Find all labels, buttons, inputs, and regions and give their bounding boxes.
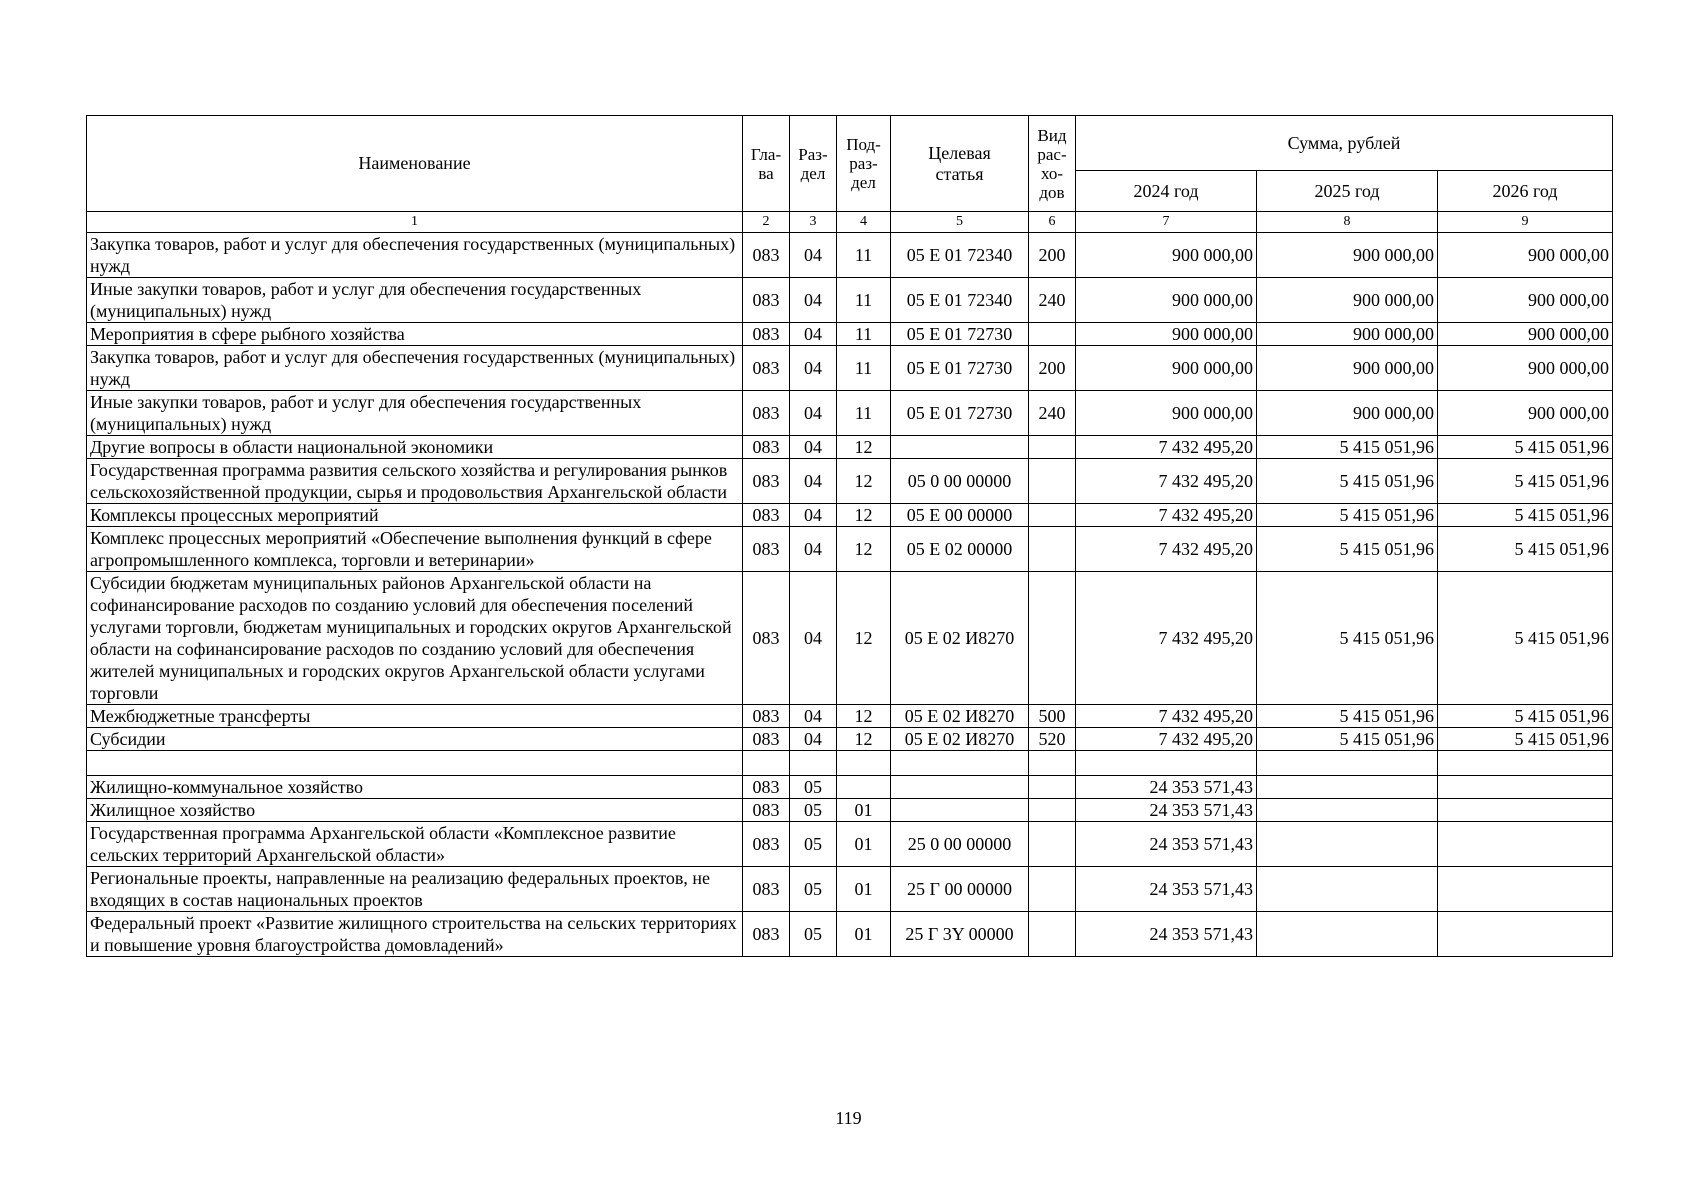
row-amount-2024: 900 000,00 bbox=[1076, 346, 1257, 391]
row-amount-2025 bbox=[1257, 799, 1438, 822]
row-amount-2024: 7 432 495,20 bbox=[1076, 728, 1257, 751]
header-razdel: Раз- дел bbox=[790, 116, 837, 212]
table-row bbox=[87, 323, 1613, 346]
row-glava: 083 bbox=[743, 799, 790, 822]
row-amount-2024 bbox=[1076, 751, 1257, 776]
row-amount-2026: 900 000,00 bbox=[1438, 323, 1613, 346]
row-amount-2026: 5 415 051,96 bbox=[1438, 728, 1613, 751]
row-razdel: 04 bbox=[790, 728, 837, 751]
table-row bbox=[87, 527, 1613, 572]
row-amount-2024: 900 000,00 bbox=[1076, 278, 1257, 323]
row-razdel: 04 bbox=[790, 527, 837, 572]
row-name: Иные закупки товаров, работ и услуг для обеспечения государственных (муниципальных) нужд bbox=[87, 391, 743, 436]
row-amount-2024: 900 000,00 bbox=[1076, 323, 1257, 346]
row-amount-2025: 5 415 051,96 bbox=[1257, 504, 1438, 527]
row-amount-2024: 7 432 495,20 bbox=[1076, 705, 1257, 728]
row-glava: 083 bbox=[743, 346, 790, 391]
row-razdel: 04 bbox=[790, 391, 837, 436]
row-amount-2026 bbox=[1438, 867, 1613, 912]
row-article: 05 Е 01 72340 bbox=[891, 233, 1029, 278]
table-body bbox=[87, 233, 1613, 957]
row-glava bbox=[743, 751, 790, 776]
row-amount-2026: 5 415 051,96 bbox=[1438, 504, 1613, 527]
table-row bbox=[87, 459, 1613, 504]
row-name: Мероприятия в сфере рыбного хозяйства bbox=[87, 323, 743, 346]
row-article: 25 Г 00 00000 bbox=[891, 867, 1029, 912]
row-podrazdel: 12 bbox=[837, 527, 891, 572]
header-year-2024: 2024 год bbox=[1076, 171, 1257, 212]
row-razdel: 04 bbox=[790, 323, 837, 346]
table-row bbox=[87, 912, 1613, 957]
row-glava: 083 bbox=[743, 233, 790, 278]
row-amount-2024: 24 353 571,43 bbox=[1076, 867, 1257, 912]
row-name bbox=[87, 751, 743, 776]
row-razdel: 04 bbox=[790, 504, 837, 527]
row-vid bbox=[1029, 751, 1076, 776]
page-number: 119 bbox=[835, 1108, 862, 1128]
row-name: Субсидии бюджетам муниципальных районов Архангельской области на софинансирование расходов по созданию условий для обеспечения поселений услугами торговли, бюджетам муниципальных и городских округов Архангельской области на софинансирование расходов по созданию условий для обеспечения жителей муниципальных и городских округов Архангельской области услугами торговли bbox=[87, 572, 743, 705]
row-name: Комплексы процессных мероприятий bbox=[87, 504, 743, 527]
table-row bbox=[87, 233, 1613, 278]
table-row bbox=[87, 776, 1613, 799]
row-amount-2025: 5 415 051,96 bbox=[1257, 436, 1438, 459]
row-razdel: 05 bbox=[790, 912, 837, 957]
row-name: Государственная программа развития сельского хозяйства и регулирования рынков сельскохозяйственной продукции, сырья и продовольствия Архангельской области bbox=[87, 459, 743, 504]
row-razdel: 04 bbox=[790, 436, 837, 459]
row-podrazdel: 11 bbox=[837, 346, 891, 391]
row-article: 25 Г 3Y 00000 bbox=[891, 912, 1029, 957]
row-razdel: 05 bbox=[790, 776, 837, 799]
row-amount-2024: 24 353 571,43 bbox=[1076, 912, 1257, 957]
row-name: Субсидии bbox=[87, 728, 743, 751]
row-amount-2024: 900 000,00 bbox=[1076, 233, 1257, 278]
row-amount-2026 bbox=[1438, 912, 1613, 957]
column-number: 2 bbox=[743, 212, 790, 233]
row-amount-2026: 900 000,00 bbox=[1438, 233, 1613, 278]
row-vid: 240 bbox=[1029, 278, 1076, 323]
row-amount-2024: 7 432 495,20 bbox=[1076, 527, 1257, 572]
row-vid bbox=[1029, 527, 1076, 572]
row-amount-2025: 5 415 051,96 bbox=[1257, 527, 1438, 572]
row-vid bbox=[1029, 323, 1076, 346]
row-razdel: 05 bbox=[790, 867, 837, 912]
row-amount-2025: 5 415 051,96 bbox=[1257, 728, 1438, 751]
table-row bbox=[87, 799, 1613, 822]
column-number: 3 bbox=[790, 212, 837, 233]
row-glava: 083 bbox=[743, 728, 790, 751]
row-glava: 083 bbox=[743, 572, 790, 705]
row-amount-2026: 5 415 051,96 bbox=[1438, 436, 1613, 459]
row-article bbox=[891, 436, 1029, 459]
row-article: 05 Е 02 00000 bbox=[891, 527, 1029, 572]
row-article bbox=[891, 751, 1029, 776]
row-vid: 520 bbox=[1029, 728, 1076, 751]
row-amount-2024: 24 353 571,43 bbox=[1076, 799, 1257, 822]
row-name: Федеральный проект «Развитие жилищного строительства на сельских территориях и повышение уровня благоустройства домовладений» bbox=[87, 912, 743, 957]
row-razdel: 05 bbox=[790, 822, 837, 867]
row-article: 05 Е 02 И8270 bbox=[891, 705, 1029, 728]
row-glava: 083 bbox=[743, 504, 790, 527]
row-vid bbox=[1029, 436, 1076, 459]
row-podrazdel: 11 bbox=[837, 278, 891, 323]
row-amount-2025: 900 000,00 bbox=[1257, 278, 1438, 323]
row-amount-2024: 24 353 571,43 bbox=[1076, 822, 1257, 867]
row-vid: 200 bbox=[1029, 233, 1076, 278]
row-name: Межбюджетные трансферты bbox=[87, 705, 743, 728]
row-podrazdel: 12 bbox=[837, 459, 891, 504]
table-row bbox=[87, 728, 1613, 751]
row-glava: 083 bbox=[743, 323, 790, 346]
row-vid bbox=[1029, 867, 1076, 912]
table-row bbox=[87, 436, 1613, 459]
row-podrazdel bbox=[837, 751, 891, 776]
row-amount-2024: 24 353 571,43 bbox=[1076, 776, 1257, 799]
row-vid bbox=[1029, 504, 1076, 527]
column-number: 5 bbox=[891, 212, 1029, 233]
row-amount-2024: 900 000,00 bbox=[1076, 391, 1257, 436]
row-name: Комплекс процессных мероприятий «Обеспечение выполнения функций в сфере агропромышленного комплекса, торговли и ветеринарии» bbox=[87, 527, 743, 572]
row-vid: 200 bbox=[1029, 346, 1076, 391]
row-article: 05 Е 01 72730 bbox=[891, 391, 1029, 436]
header-vid: Вид рас- хо- дов bbox=[1029, 116, 1076, 212]
row-amount-2024: 7 432 495,20 bbox=[1076, 459, 1257, 504]
row-podrazdel: 11 bbox=[837, 391, 891, 436]
row-vid bbox=[1029, 776, 1076, 799]
row-razdel: 04 bbox=[790, 705, 837, 728]
row-name: Закупка товаров, работ и услуг для обеспечения государственных (муниципальных) нужд bbox=[87, 233, 743, 278]
column-number: 1 bbox=[87, 212, 743, 233]
column-number: 4 bbox=[837, 212, 891, 233]
row-glava: 083 bbox=[743, 867, 790, 912]
row-vid bbox=[1029, 912, 1076, 957]
header-year-2026: 2026 год bbox=[1438, 171, 1613, 212]
table-row bbox=[87, 822, 1613, 867]
column-number: 6 bbox=[1029, 212, 1076, 233]
row-vid bbox=[1029, 572, 1076, 705]
header-name: Наименование bbox=[87, 116, 743, 212]
row-amount-2025: 5 415 051,96 bbox=[1257, 459, 1438, 504]
row-article bbox=[891, 799, 1029, 822]
row-amount-2026 bbox=[1438, 751, 1613, 776]
budget-table bbox=[86, 115, 1613, 957]
row-amount-2025: 900 000,00 bbox=[1257, 323, 1438, 346]
row-razdel: 05 bbox=[790, 799, 837, 822]
row-razdel: 04 bbox=[790, 278, 837, 323]
header-year-2025: 2025 год bbox=[1257, 171, 1438, 212]
row-vid bbox=[1029, 822, 1076, 867]
row-vid bbox=[1029, 459, 1076, 504]
header-podrazdel: Под- раз- дел bbox=[837, 116, 891, 212]
row-amount-2026: 5 415 051,96 bbox=[1438, 705, 1613, 728]
table-row bbox=[87, 278, 1613, 323]
column-number: 8 bbox=[1257, 212, 1438, 233]
row-podrazdel: 12 bbox=[837, 572, 891, 705]
table-row bbox=[87, 346, 1613, 391]
row-name: Государственная программа Архангельской области «Комплексное развитие сельских территорий Архангельской области» bbox=[87, 822, 743, 867]
row-amount-2025 bbox=[1257, 822, 1438, 867]
row-amount-2025 bbox=[1257, 751, 1438, 776]
row-podrazdel: 12 bbox=[837, 436, 891, 459]
row-vid: 500 bbox=[1029, 705, 1076, 728]
row-amount-2024: 7 432 495,20 bbox=[1076, 436, 1257, 459]
row-amount-2025: 900 000,00 bbox=[1257, 233, 1438, 278]
row-podrazdel bbox=[837, 776, 891, 799]
row-razdel: 04 bbox=[790, 346, 837, 391]
row-glava: 083 bbox=[743, 459, 790, 504]
row-amount-2026: 5 415 051,96 bbox=[1438, 527, 1613, 572]
row-podrazdel: 11 bbox=[837, 233, 891, 278]
row-razdel: 04 bbox=[790, 572, 837, 705]
row-amount-2026: 900 000,00 bbox=[1438, 391, 1613, 436]
row-glava: 083 bbox=[743, 527, 790, 572]
column-number: 9 bbox=[1438, 212, 1613, 233]
row-amount-2025 bbox=[1257, 776, 1438, 799]
header-glava: Гла- ва bbox=[743, 116, 790, 212]
row-name: Жилищное хозяйство bbox=[87, 799, 743, 822]
row-article bbox=[891, 776, 1029, 799]
table-row bbox=[87, 504, 1613, 527]
row-amount-2024: 7 432 495,20 bbox=[1076, 572, 1257, 705]
row-name: Региональные проекты, направленные на реализацию федеральных проектов, не входящих в состав национальных проектов bbox=[87, 867, 743, 912]
row-glava: 083 bbox=[743, 278, 790, 323]
row-glava: 083 bbox=[743, 391, 790, 436]
row-amount-2026: 5 415 051,96 bbox=[1438, 572, 1613, 705]
row-podrazdel: 01 bbox=[837, 799, 891, 822]
row-amount-2026: 900 000,00 bbox=[1438, 278, 1613, 323]
row-podrazdel: 01 bbox=[837, 867, 891, 912]
row-razdel: 04 bbox=[790, 459, 837, 504]
row-name: Другие вопросы в области национальной экономики bbox=[87, 436, 743, 459]
row-amount-2024: 7 432 495,20 bbox=[1076, 504, 1257, 527]
row-amount-2026: 5 415 051,96 bbox=[1438, 459, 1613, 504]
row-name: Иные закупки товаров, работ и услуг для обеспечения государственных (муниципальных) нужд bbox=[87, 278, 743, 323]
row-amount-2025 bbox=[1257, 867, 1438, 912]
row-amount-2025: 900 000,00 bbox=[1257, 391, 1438, 436]
row-article: 05 Е 00 00000 bbox=[891, 504, 1029, 527]
table-row bbox=[87, 867, 1613, 912]
row-amount-2026 bbox=[1438, 776, 1613, 799]
row-podrazdel: 12 bbox=[837, 728, 891, 751]
row-glava: 083 bbox=[743, 912, 790, 957]
row-article: 05 Е 02 И8270 bbox=[891, 728, 1029, 751]
table-row bbox=[87, 705, 1613, 728]
row-amount-2025: 5 415 051,96 bbox=[1257, 572, 1438, 705]
row-podrazdel: 01 bbox=[837, 822, 891, 867]
row-podrazdel: 12 bbox=[837, 705, 891, 728]
row-podrazdel: 12 bbox=[837, 504, 891, 527]
row-article: 05 Е 01 72730 bbox=[891, 346, 1029, 391]
row-amount-2025: 5 415 051,96 bbox=[1257, 705, 1438, 728]
row-name: Закупка товаров, работ и услуг для обеспечения государственных (муниципальных) нужд bbox=[87, 346, 743, 391]
table-row bbox=[87, 572, 1613, 705]
row-glava: 083 bbox=[743, 822, 790, 867]
row-article: 05 Е 02 И8270 bbox=[891, 572, 1029, 705]
row-vid: 240 bbox=[1029, 391, 1076, 436]
row-amount-2025: 900 000,00 bbox=[1257, 346, 1438, 391]
row-name: Жилищно-коммунальное хозяйство bbox=[87, 776, 743, 799]
row-podrazdel: 01 bbox=[837, 912, 891, 957]
row-article: 05 Е 01 72730 bbox=[891, 323, 1029, 346]
row-amount-2025 bbox=[1257, 912, 1438, 957]
row-podrazdel: 11 bbox=[837, 323, 891, 346]
row-glava: 083 bbox=[743, 776, 790, 799]
column-number: 7 bbox=[1076, 212, 1257, 233]
row-glava: 083 bbox=[743, 436, 790, 459]
table-row bbox=[87, 391, 1613, 436]
row-amount-2026 bbox=[1438, 822, 1613, 867]
row-amount-2026 bbox=[1438, 799, 1613, 822]
row-glava: 083 bbox=[743, 705, 790, 728]
row-vid bbox=[1029, 799, 1076, 822]
row-razdel: 04 bbox=[790, 233, 837, 278]
header-article: Целевая статья bbox=[891, 116, 1029, 212]
row-article: 05 Е 01 72340 bbox=[891, 278, 1029, 323]
table-row bbox=[87, 751, 1613, 776]
row-razdel bbox=[790, 751, 837, 776]
row-article: 05 0 00 00000 bbox=[891, 459, 1029, 504]
row-amount-2026: 900 000,00 bbox=[1438, 346, 1613, 391]
header-sum: Сумма, рублей bbox=[1076, 116, 1613, 171]
row-article: 25 0 00 00000 bbox=[891, 822, 1029, 867]
